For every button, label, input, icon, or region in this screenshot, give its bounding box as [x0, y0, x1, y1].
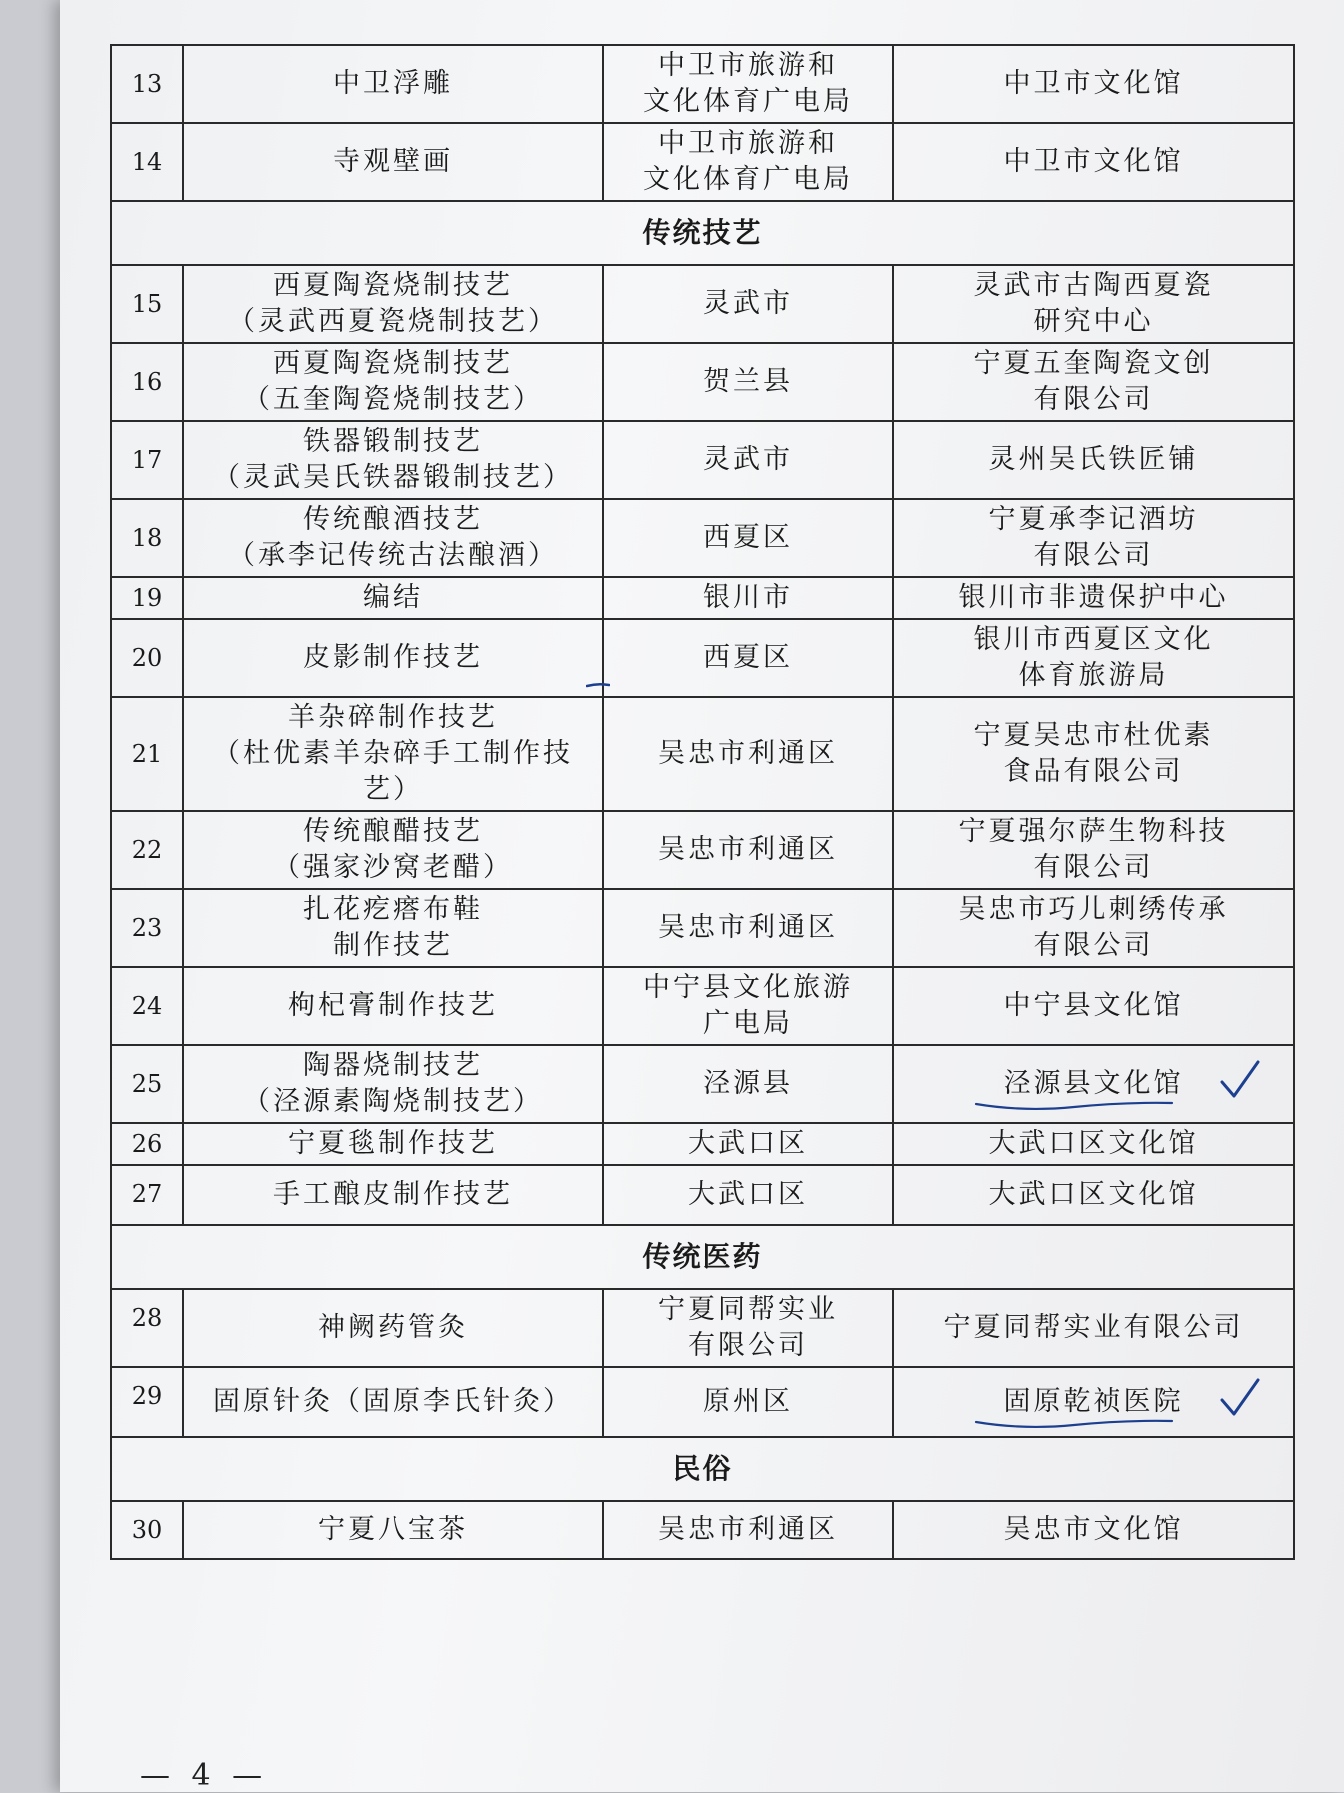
region-line: 泾源县	[703, 1068, 793, 1099]
check-icon	[1218, 1376, 1262, 1420]
name-line: 西夏陶瓷烧制技艺	[273, 348, 513, 379]
protection-unit-cell	[893, 811, 1294, 889]
region-cell	[603, 343, 893, 421]
region-cell	[603, 499, 893, 577]
name-line: 寺观壁画	[333, 146, 453, 177]
protection-unit-cell	[893, 265, 1294, 343]
region-cell	[603, 421, 893, 499]
region-cell	[603, 1367, 893, 1437]
region-cell	[603, 889, 893, 967]
unit-line: 宁夏强尔萨生物科技	[958, 816, 1229, 847]
region-cell	[603, 45, 893, 123]
region-cell	[603, 1045, 893, 1123]
check-icon	[1218, 1058, 1262, 1102]
protection-unit-cell	[893, 1123, 1294, 1165]
row-number: 28	[111, 1289, 183, 1367]
region-line: 西夏区	[703, 522, 793, 553]
project-name-cell	[183, 1045, 603, 1123]
project-name-cell	[183, 499, 603, 577]
row-number: 20	[111, 619, 183, 697]
region-line: 吴忠市利通区	[658, 1514, 838, 1545]
unit-line: 宁夏吴忠市杜优素	[973, 720, 1214, 751]
table-row	[111, 1123, 1294, 1165]
region-line: 吴忠市利通区	[658, 912, 838, 943]
region-cell	[603, 967, 893, 1045]
table-row	[111, 619, 1294, 697]
category-row-crafts	[111, 201, 1294, 265]
protection-unit-cell	[893, 343, 1294, 421]
region-cell	[603, 577, 893, 619]
unit-line: 研究中心	[1033, 306, 1154, 337]
region-line: 大武口区	[688, 1128, 808, 1159]
name-line: 陶器烧制技艺	[303, 1050, 483, 1081]
protection-unit-cell	[893, 45, 1294, 123]
table-row	[111, 45, 1294, 123]
unit-line: 大武口区文化馆	[988, 1179, 1199, 1210]
name-line: 神阙药管灸	[318, 1312, 468, 1343]
name-line: （灵武西夏瓷烧制技艺）	[228, 306, 558, 337]
region-line: 宁夏同帮实业	[658, 1294, 838, 1325]
region-line: 中卫市旅游和	[658, 50, 838, 81]
name-line: 扎花疙瘩布鞋	[303, 894, 483, 925]
row-number: 25	[111, 1045, 183, 1123]
region-line: 贺兰县	[703, 366, 793, 397]
region-line: 中卫市旅游和	[658, 128, 838, 159]
name-line: 固原针灸（固原李氏针灸）	[213, 1386, 573, 1417]
unit-line: 食品有限公司	[1003, 756, 1184, 787]
unit-line: 中卫市文化馆	[1003, 146, 1184, 177]
unit-line: 银川市西夏区文化	[973, 624, 1214, 655]
page-number: — 4 —	[140, 1758, 269, 1793]
table-row	[111, 1165, 1294, 1225]
name-line: （灵武吴氏铁器锻制技艺）	[213, 462, 573, 493]
table-row	[111, 1501, 1294, 1559]
unit-line: 宁夏五奎陶瓷文创	[973, 348, 1214, 379]
table-row	[111, 265, 1294, 343]
name-line: （承李记传统古法酿酒）	[228, 540, 558, 571]
row-number: 17	[111, 421, 183, 499]
project-name-cell	[183, 45, 603, 123]
protection-unit-cell	[893, 1045, 1294, 1123]
region-line: 西夏区	[703, 642, 793, 673]
name-line: 西夏陶瓷烧制技艺	[273, 270, 513, 301]
protection-unit-cell	[893, 577, 1294, 619]
table-row	[111, 421, 1294, 499]
row-number: 21	[111, 697, 183, 811]
marked-unit	[1004, 1384, 1184, 1420]
name-line: 制作技艺	[333, 930, 453, 961]
table-row	[111, 1045, 1294, 1123]
region-line: 大武口区	[688, 1179, 808, 1210]
unit-line: 大武口区文化馆	[988, 1128, 1199, 1159]
protection-unit-cell	[893, 967, 1294, 1045]
category-row-medicine	[111, 1225, 1294, 1289]
protection-unit-cell	[893, 1165, 1294, 1225]
row-number: 19	[111, 577, 183, 619]
name-line: 中卫浮雕	[333, 68, 453, 99]
name-line: 宁夏八宝茶	[318, 1514, 468, 1545]
category-heading: 民俗	[111, 1437, 1294, 1501]
table-row	[111, 889, 1294, 967]
row-number: 23	[111, 889, 183, 967]
project-name-cell	[183, 1289, 603, 1367]
table-row	[111, 811, 1294, 889]
project-name-cell	[183, 1165, 603, 1225]
name-line: （强家沙窝老醋）	[273, 852, 513, 883]
category-heading: 传统技艺	[111, 201, 1294, 265]
region-line: 原州区	[703, 1386, 793, 1417]
project-name-cell	[183, 619, 603, 697]
region-line: 文化体育广电局	[643, 86, 853, 117]
row-number: 26	[111, 1123, 183, 1165]
row-number: 13	[111, 45, 183, 123]
region-cell	[603, 1165, 893, 1225]
table-row	[111, 577, 1294, 619]
project-name-cell	[183, 123, 603, 201]
name-line: （杜优素羊杂碎手工制作技艺）	[213, 738, 573, 805]
unit-line: 有限公司	[1033, 540, 1154, 571]
table-row	[111, 499, 1294, 577]
name-line: （泾源素陶烧制技艺）	[243, 1086, 543, 1117]
name-line: 手工酿皮制作技艺	[273, 1179, 513, 1210]
project-name-cell	[183, 421, 603, 499]
region-cell	[603, 1501, 893, 1559]
unit-line: 泾源县文化馆	[1003, 1068, 1184, 1099]
unit-line: 灵州吴氏铁匠铺	[988, 444, 1199, 475]
name-line: 编结	[363, 582, 423, 613]
project-name-cell	[183, 811, 603, 889]
name-line: 羊杂碎制作技艺	[288, 702, 498, 733]
unit-line: 体育旅游局	[1018, 660, 1169, 691]
project-name-cell	[183, 343, 603, 421]
row-number: 15	[111, 265, 183, 343]
region-cell	[603, 811, 893, 889]
region-line: 中宁县文化旅游	[643, 972, 853, 1003]
table-row	[111, 1367, 1294, 1437]
unit-line: 有限公司	[1033, 930, 1154, 961]
name-line: 铁器锻制技艺	[303, 426, 483, 457]
region-cell	[603, 619, 893, 697]
table-row	[111, 123, 1294, 201]
region-cell	[603, 697, 893, 811]
protection-unit-cell	[893, 889, 1294, 967]
table-row	[111, 343, 1294, 421]
unit-line: 中卫市文化馆	[1003, 68, 1184, 99]
region-line: 灵武市	[703, 288, 793, 319]
row-number: 29	[111, 1367, 183, 1437]
heritage-list-table	[110, 44, 1295, 1560]
category-row-folk	[111, 1437, 1294, 1501]
protection-unit-cell	[893, 619, 1294, 697]
unit-line: 吴忠市文化馆	[1003, 1514, 1184, 1545]
region-line: 有限公司	[688, 1330, 808, 1361]
region-cell	[603, 1289, 893, 1367]
name-line: 传统酿酒技艺	[303, 504, 483, 535]
unit-line: 灵武市古陶西夏瓷	[973, 270, 1214, 301]
project-name-cell	[183, 1123, 603, 1165]
protection-unit-cell	[893, 123, 1294, 201]
protection-unit-cell	[893, 1501, 1294, 1559]
region-cell	[603, 1123, 893, 1165]
row-number: 30	[111, 1501, 183, 1559]
unit-line: 宁夏同帮实业有限公司	[943, 1312, 1244, 1343]
region-cell	[603, 265, 893, 343]
name-line: 传统酿醋技艺	[303, 816, 483, 847]
region-line: 吴忠市利通区	[658, 738, 838, 769]
protection-unit-cell	[893, 421, 1294, 499]
region-line: 吴忠市利通区	[658, 834, 838, 865]
project-name-cell	[183, 265, 603, 343]
row-number: 24	[111, 967, 183, 1045]
row-number: 27	[111, 1165, 183, 1225]
row-number: 14	[111, 123, 183, 201]
region-line: 银川市	[703, 582, 793, 613]
table-row	[111, 967, 1294, 1045]
unit-line: 固原乾祯医院	[1003, 1386, 1184, 1417]
protection-unit-cell	[893, 499, 1294, 577]
project-name-cell	[183, 697, 603, 811]
unit-line: 银川市非遗保护中心	[958, 582, 1229, 613]
region-line: 文化体育广电局	[643, 164, 853, 195]
name-line: （五奎陶瓷烧制技艺）	[243, 384, 543, 415]
project-name-cell	[183, 1367, 603, 1437]
region-line: 灵武市	[703, 444, 793, 475]
unit-line: 宁夏承李记酒坊	[988, 504, 1199, 535]
unit-line: 有限公司	[1033, 384, 1154, 415]
category-heading: 传统医药	[111, 1225, 1294, 1289]
protection-unit-cell	[893, 697, 1294, 811]
region-line: 广电局	[703, 1008, 793, 1039]
project-name-cell	[183, 577, 603, 619]
protection-unit-cell	[893, 1367, 1294, 1437]
row-number: 18	[111, 499, 183, 577]
protection-unit-cell	[893, 1289, 1294, 1367]
region-cell	[603, 123, 893, 201]
marked-unit	[1004, 1066, 1184, 1102]
row-number: 22	[111, 811, 183, 889]
unit-line: 吴忠市巧儿刺绣传承	[958, 894, 1229, 925]
unit-line: 中宁县文化馆	[1003, 990, 1184, 1021]
unit-line: 有限公司	[1033, 852, 1154, 883]
project-name-cell	[183, 1501, 603, 1559]
project-name-cell	[183, 967, 603, 1045]
name-line: 宁夏毯制作技艺	[288, 1128, 498, 1159]
table-row	[111, 1289, 1294, 1367]
project-name-cell	[183, 889, 603, 967]
name-line: 皮影制作技艺	[303, 642, 483, 673]
name-line: 枸杞膏制作技艺	[288, 990, 498, 1021]
row-number: 16	[111, 343, 183, 421]
table-row	[111, 697, 1294, 811]
